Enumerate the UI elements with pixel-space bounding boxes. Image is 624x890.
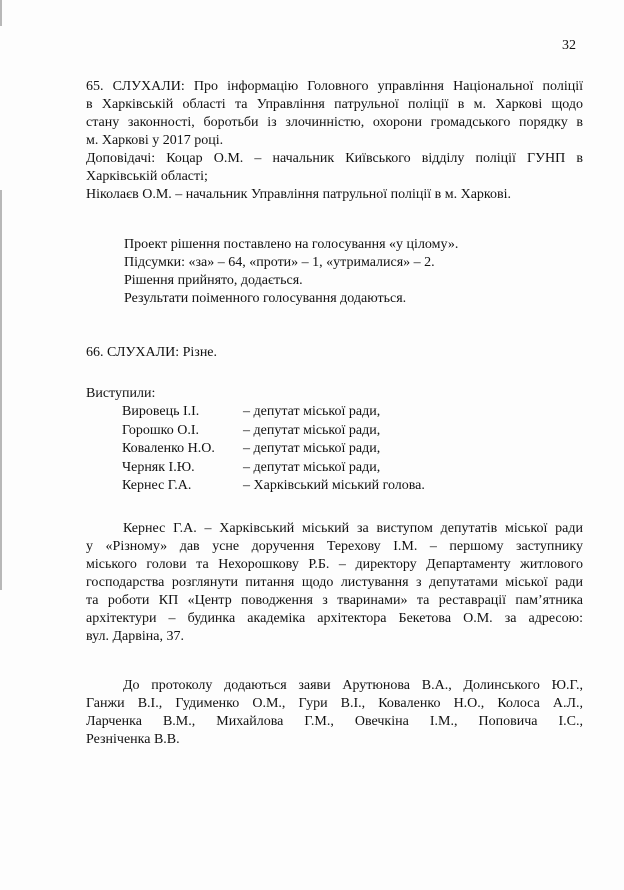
- text-line: Результати поіменного голосування додаються.: [124, 291, 407, 306]
- text-line: в Харківській області та Управління патрульної поліції в м. Харкові щодо: [86, 97, 583, 112]
- text-line: Доповідачі: Коцар О.М. – начальник Київського відділу поліції ГУНП в: [86, 151, 583, 166]
- text-line: м. Харкові у 2017 році.: [86, 133, 224, 148]
- speaker-name: Кернес Г.А.: [122, 478, 192, 493]
- speaker-name: Коваленко Н.О.: [122, 441, 215, 456]
- speaker-role: – депутат міської ради,: [243, 404, 381, 419]
- speaker-name: Горошко О.І.: [122, 422, 200, 438]
- text-line: господарства розглянути питання щодо листування з депутатами міської ради: [86, 575, 583, 590]
- text-line: Резніченка В.В.: [86, 732, 180, 747]
- text-line: Харківській області;: [86, 169, 208, 184]
- instruction-paragraph: [86, 520, 583, 646]
- speakers-label-text: Виступили:: [86, 386, 156, 401]
- item-65-heard: [86, 78, 583, 204]
- speaker-row: [122, 440, 482, 459]
- speaker-name: Вировець І.І.: [122, 404, 200, 419]
- text-line: Підсумки: «за» – 64, «проти» – 1, «утрималися» – 2.: [124, 255, 435, 270]
- speaker-name: Черняк І.Ю.: [122, 459, 195, 475]
- closing-paragraph: [86, 677, 583, 749]
- scan-edge-mark: [0, 190, 2, 590]
- text-line: міського голови та Нехорошкову Р.Б. – директору Департаменту житлового: [86, 557, 583, 572]
- text-line: архітектури – будинка академіка архітектора Бекетова О.М. за адресою:: [86, 611, 583, 626]
- page-number: 32: [562, 38, 576, 53]
- text-line: Ганжи В.І., Гудименко О.М., Гури В.І., Коваленко Н.О., Колоса А.Л.,: [86, 696, 583, 711]
- text-line: стану законності, боротьби із злочинністю, охорони громадського порядку в: [86, 115, 583, 130]
- text-line: Ніколаєв О.М. – начальник Управління патрульної поліції в м. Харкові.: [86, 187, 512, 202]
- speaker-row: [122, 477, 482, 496]
- speaker-role: – депутат міської ради,: [243, 441, 381, 456]
- speakers-list: [122, 403, 482, 496]
- text-line: у «Різному» дав усне доручення Терехову І.М. – першому заступнику: [86, 539, 583, 554]
- speakers-label: [86, 385, 583, 403]
- scan-edge-mark: [0, 0, 2, 26]
- text-line: Проект рішення поставлено на голосування «у цілому».: [124, 237, 459, 252]
- speaker-row: [122, 422, 482, 441]
- text-line: Рішення прийнято, додається.: [124, 273, 303, 288]
- text-line: Ларченка В.М., Михайлова Г.М., Овечкіна І.М., Поповича І.С.,: [86, 714, 583, 729]
- text-line: До протоколу додаються заяви Арутюнова В.А., Долинського Ю.Г.,: [123, 678, 583, 693]
- text-line: вул. Дарвіна, 37.: [86, 629, 184, 644]
- section-heading: 66. СЛУХАЛИ: Різне.: [86, 345, 218, 360]
- item-66-heading: [86, 344, 583, 362]
- speaker-role: – депутат міської ради,: [243, 459, 381, 475]
- speaker-role: – Харківський міський голова.: [243, 478, 425, 493]
- speaker-row: [122, 403, 482, 422]
- text-line: 65. СЛУХАЛИ: Про інформацію Головного управління Національної поліції: [86, 79, 583, 94]
- speaker-row: [122, 459, 482, 478]
- vote-results: [124, 236, 584, 308]
- speaker-role: – депутат міської ради,: [243, 422, 381, 438]
- text-line: Кернес Г.А. – Харківський міський за виступом депутатів міської ради: [123, 521, 583, 536]
- text-line: та роботи КП «Центр поводження з тваринами» та реставрації пам’ятника: [86, 593, 583, 608]
